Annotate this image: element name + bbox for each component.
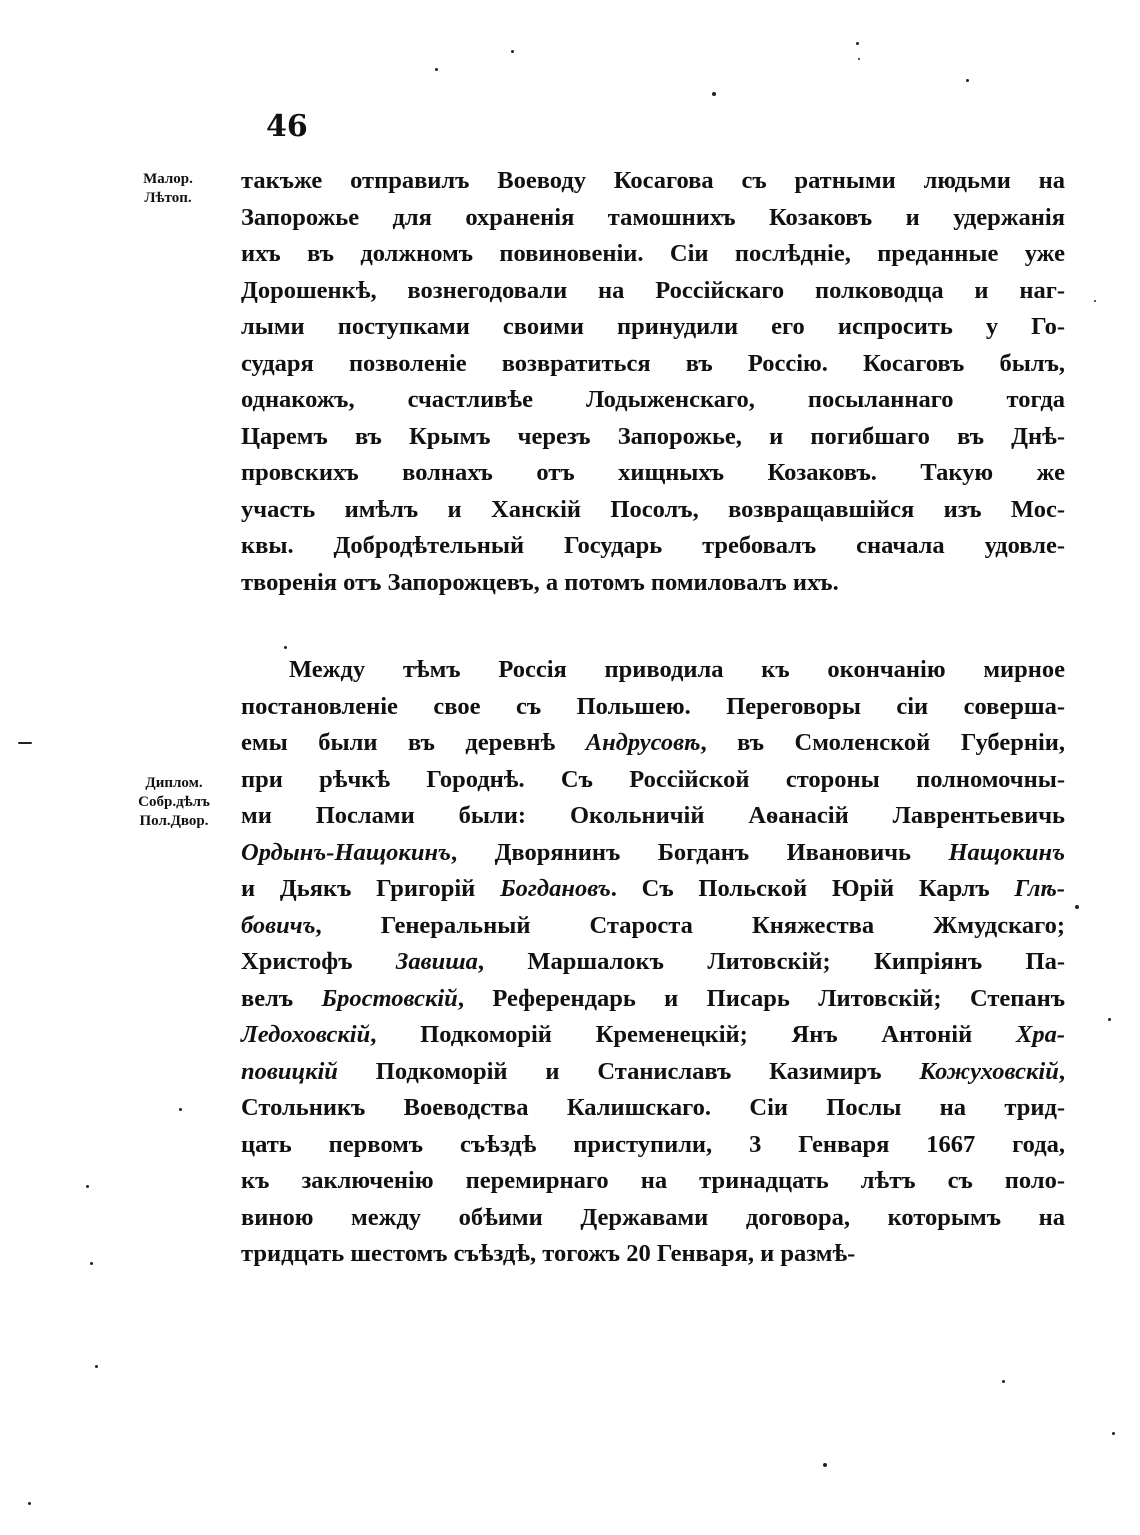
text-line (241, 1090, 1065, 1127)
text-line: провскихъ волнахъ отъ хищныхъ Козаковъ. Такую же (241, 459, 1065, 486)
margin-note-line: Лѣтоп. (144, 190, 192, 206)
text-run: цать первомъ съѣздѣ приступили, 3 Генваря 1667 года, (241, 1130, 1065, 1158)
text-line (241, 689, 1065, 726)
paragraph-andrusovo (241, 652, 1065, 1273)
text-run: велъ (241, 984, 322, 1012)
text-line: сударя позволеніе возвратиться въ Россію. Косаговъ былъ, (241, 349, 1065, 377)
text-run: емы были въ деревнѣ (241, 729, 586, 756)
text-run: , Генеральный Староста Княжества Жмудскаго; (315, 911, 1065, 939)
text-line (241, 1236, 1065, 1273)
margin-note-chronicle (128, 170, 208, 208)
scan-speck (435, 68, 438, 71)
text-line: участь имѣлъ и Ханскій Посолъ, возвращавшійся изъ Мос- (241, 495, 1065, 523)
text-line (241, 1127, 1065, 1164)
scan-speck (858, 58, 860, 60)
text-line: творенія отъ Запорожцевъ, а потомъ помиловалъ ихъ. (241, 568, 839, 596)
text-line (241, 1054, 1065, 1091)
text-line (241, 1200, 1065, 1237)
scan-speck (1108, 1018, 1111, 1021)
text-line (241, 725, 1065, 762)
scan-speck (1112, 1432, 1115, 1435)
text-line: Царемъ въ Крымъ черезъ Запорожье, и погибшаго въ Днѣ- (241, 422, 1065, 450)
scan-speck (90, 1262, 93, 1265)
text-line (241, 1017, 1065, 1054)
text-run: ми Послами были: Окольничій Аѳанасій Лаврентьевичь (241, 802, 1065, 829)
scan-speck (86, 1185, 89, 1188)
scan-speck (511, 50, 514, 53)
scan-speck (1075, 905, 1079, 909)
text-run: , Дворянинъ Богданъ Ивановичь (450, 838, 949, 866)
scan-speck (28, 1502, 31, 1505)
text-run: Подкоморій и Станиславъ Казимиръ (337, 1057, 920, 1085)
text-line (241, 798, 1065, 835)
scan-speck (1094, 300, 1096, 302)
scan-speck (18, 742, 32, 744)
italic-name: Андрусовѣ (585, 729, 701, 756)
text-line: Дорошенкѣ, вознегодовали на Россійскаго полководца и наг- (241, 276, 1065, 304)
italic-name: повицкій (241, 1057, 338, 1085)
text-line: Запорожье для охраненія тамошнихъ Козаковъ и удержанія (241, 203, 1065, 231)
text-line (241, 981, 1065, 1018)
italic-name: бовичъ (241, 911, 316, 939)
scan-speck (856, 42, 859, 45)
italic-name: Кожуховскій (919, 1057, 1059, 1085)
text-run: , Подкоморій Кременецкій; Янъ Антоній (370, 1021, 1016, 1048)
text-line: квы. Добродѣтельный Государь требовалъ сначала удовле- (241, 532, 1065, 559)
text-run: , Референдарь и Писарь Литовскій; Степанъ (457, 984, 1065, 1012)
italic-name: Нащокинъ (948, 838, 1065, 866)
text-run: Между тѣмъ Россія приводила къ окончанію мирное (289, 656, 1065, 683)
text-run: Стольникъ Воеводства Калишскаго. Сіи Послы на трид- (241, 1094, 1065, 1121)
italic-name: Богдановъ (500, 875, 611, 902)
scan-speck (95, 1365, 98, 1368)
text-run: , Маршалокъ Литовскій; Кипріянъ Па- (477, 948, 1065, 975)
scan-speck (712, 92, 716, 96)
text-line (241, 762, 1065, 799)
margin-note-line: Малор. (143, 171, 193, 187)
text-line (241, 1163, 1065, 1200)
page-number: 46 (266, 109, 308, 144)
text-line (241, 871, 1065, 908)
text-run: постановленіе свое съ Польшею. Переговоры сіи соверша- (241, 692, 1065, 720)
text-line: такъже отправилъ Воеводу Косагова съ ратными людьми на (241, 167, 1065, 194)
italic-name: Хра- (1016, 1021, 1065, 1048)
italic-name: Завиша (395, 948, 478, 975)
text-line (241, 944, 1065, 981)
scan-speck (1002, 1380, 1005, 1383)
text-line: ихъ въ должномъ повиновеніи. Сіи послѣдніе, преданные уже (241, 240, 1065, 267)
italic-name: Бростовскій (321, 984, 458, 1012)
italic-name: Ледоховскій (241, 1021, 371, 1048)
text-run: и Дьякъ Григорій (241, 875, 501, 902)
margin-note-line: Пол.Двор. (139, 813, 209, 829)
italic-name: Ордынъ-Нащокинъ (241, 838, 451, 866)
margin-note-line: Диплом. (145, 775, 203, 791)
scan-speck (179, 1108, 182, 1111)
text-run: . Съ Польской Юрій Карлъ (610, 875, 1015, 902)
text-line (241, 835, 1065, 872)
text-run: , въ Смоленской Губерніи, (700, 729, 1065, 756)
text-run: къ заключенію перемирнаго на тринадцать лѣтъ съ поло- (241, 1167, 1065, 1194)
text-run: , (1058, 1057, 1065, 1085)
text-run: тридцать шестомъ съѣздѣ, тогожъ 20 Генваря, и размѣ- (241, 1240, 856, 1267)
margin-note-diplomatic (112, 774, 236, 831)
text-run: Христофъ (241, 948, 396, 975)
text-line: лыми поступками своими принудили его испросить у Го- (241, 313, 1065, 340)
text-run: при рѣчкѣ Городнѣ. Съ Россійской стороны полномочны- (241, 765, 1065, 793)
scan-speck (823, 1463, 827, 1467)
scan-speck (284, 646, 287, 649)
text-run: виною между обѣими Державами договора, которымъ на (241, 1203, 1065, 1231)
italic-name: Глѣ- (1014, 875, 1065, 902)
paragraph-kosagov (241, 163, 1065, 601)
text-line (241, 652, 1065, 689)
scan-speck (966, 79, 969, 82)
text-line (241, 908, 1065, 945)
text-line: однакожъ, счастливѣе Лодыженскаго, посыланнаго тогда (241, 386, 1065, 413)
margin-note-line: Собр.дѣлъ (138, 794, 210, 810)
